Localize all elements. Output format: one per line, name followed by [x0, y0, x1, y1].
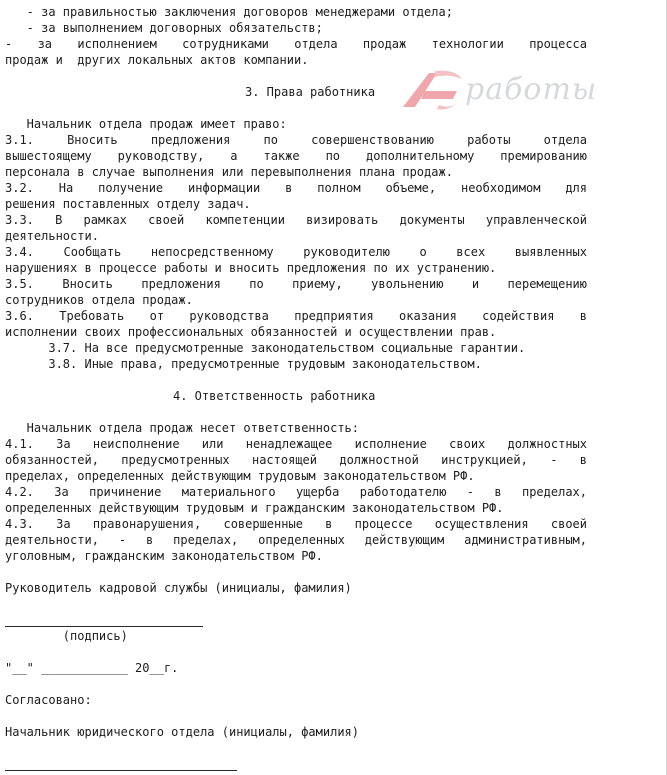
right-3-3-line: 3.3. В рамках своей компетенции визировать документы управленческой	[5, 213, 587, 227]
legal-head-signature-label: Начальник юридического отдела (инициалы, фамилия)	[5, 725, 360, 739]
right-3-6-line: 3.6. Требовать от руководства предприятия оказания содействия в	[5, 309, 587, 323]
resp-4-1-end-line: пределах, определенных действующим трудовым законодательством РФ.	[5, 469, 475, 483]
right-3-8-line: 3.8. Иные права, предусмотренные трудовым законодательством.	[5, 357, 482, 371]
rights-intro-line: Начальник отдела продаж имеет право:	[5, 117, 287, 131]
resp-4-2-end-line: определенных действующим трудовым и гражданским законодательством РФ.	[5, 501, 504, 515]
signature-caption: (подпись)	[5, 629, 128, 643]
resp-4-3-line: 4.3. За правонарушения, совершенные в процессе осуществления своей	[5, 517, 587, 531]
right-3-4-end-line: нарушениях в процессе работы и вносить предложения по их устранению.	[5, 261, 497, 275]
right-3-7-line: 3.7. На все предусмотренные законодательством социальные гарантии.	[5, 341, 526, 355]
duty-contracts-line: - за правильностью заключения договоров менеджерами отдела;	[5, 5, 453, 19]
resp-4-3-end-line: уголовным, гражданским законодательством РФ.	[5, 549, 323, 563]
duty-technology-cont-line: продаж и других локальных актов компании.	[5, 53, 309, 67]
right-3-5-line: 3.5. Вносить предложения по приему, увольнению и перемещению	[5, 277, 587, 291]
legal-signature-line	[5, 770, 237, 771]
approved-label: Согласовано:	[5, 693, 92, 707]
duty-obligations-line: - за выполнением договорных обязательств;	[5, 21, 323, 35]
watermark-text: работы	[465, 72, 598, 107]
section-3-heading: 3. Права работника	[245, 85, 376, 99]
section-4-heading: 4. Ответственность работника	[173, 389, 376, 403]
right-3-2-line: 3.2. На получение информации в полном объеме, необходимом для	[5, 181, 587, 195]
resp-4-3-cont-line: деятельности, - в пределах, определенных действующим административным,	[5, 533, 587, 547]
watermark	[395, 65, 598, 115]
right-3-1-end-line: персонала в случае выполнения или перевыполнения плана продаж.	[5, 165, 453, 179]
right-3-5-end-line: сотрудников отдела продаж.	[5, 293, 193, 307]
right-3-2-end-line: решения поставленных отделу задач.	[5, 197, 251, 211]
resp-4-1-line: 4.1. За неисполнение или ненадлежащее исполнение своих должностных	[5, 437, 587, 451]
hr-signature-line	[5, 626, 203, 627]
right-3-1-cont-line: вышестоящему руководству, а также по дополнительному премированию	[5, 149, 587, 163]
right-3-3-end-line: деятельности.	[5, 229, 99, 243]
resp-4-1-cont-line: обязанностей, предусмотренных настоящей должностной инструкцией, - в	[5, 453, 587, 467]
responsibility-intro-line: Начальник отдела продаж несет ответственность:	[5, 421, 360, 435]
resp-4-2-line: 4.2. За причинение материального ущерба работодателю - в пределах,	[5, 485, 587, 499]
right-3-1-line: 3.1. Вносить предложения по совершенствованию работы отдела	[5, 133, 587, 147]
duty-technology-line: - за исполнением сотрудниками отдела продаж технологии процесса	[5, 37, 587, 51]
right-3-6-end-line: исполнении своих профессиональных обязанностей и осуществлении прав.	[5, 325, 497, 339]
right-3-4-line: 3.4. Сообщать непосредственному руководителю о всех выявленных	[5, 245, 587, 259]
hr-head-signature-label: Руководитель кадровой службы (инициалы, фамилия)	[5, 581, 352, 595]
watermark-logo-icon	[395, 65, 465, 115]
date-line: "__" ____________ 20__г.	[5, 661, 179, 675]
